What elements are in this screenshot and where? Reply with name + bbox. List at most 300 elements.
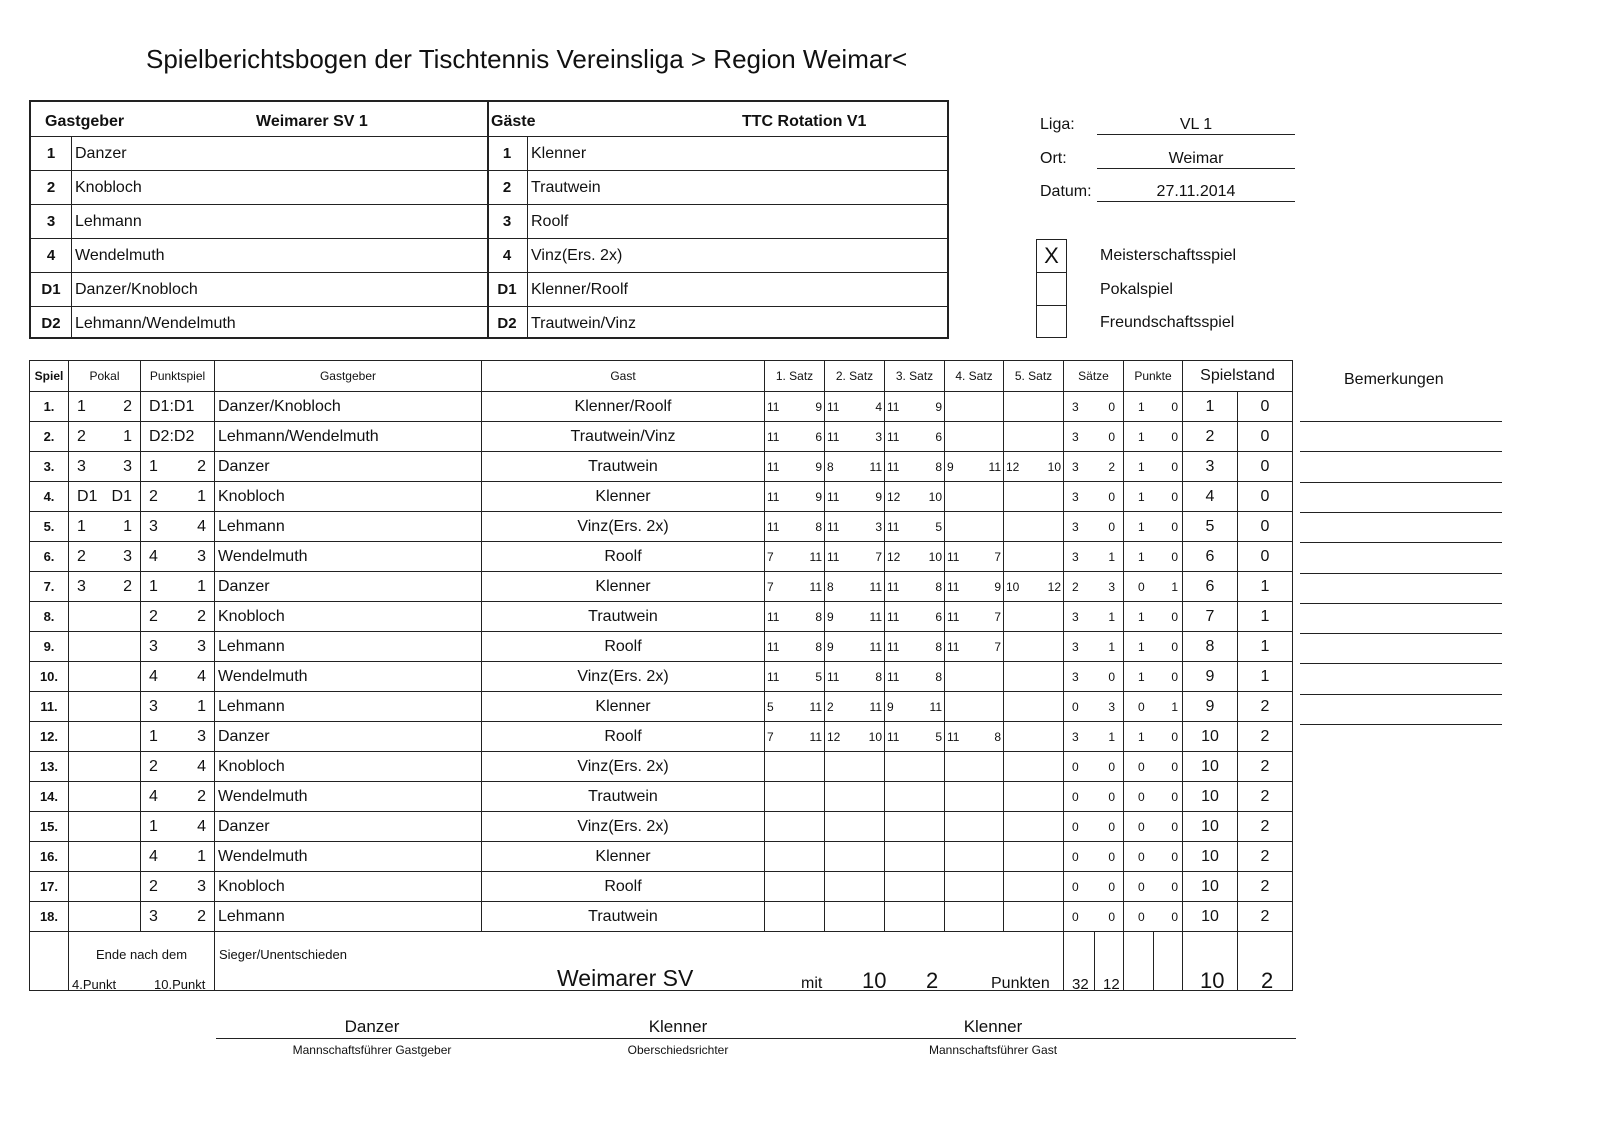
set-score-cell [885, 632, 945, 662]
saetze-cell [1064, 842, 1124, 872]
punkt10-label: 10.Punkt [154, 977, 206, 992]
game-number: 6. [30, 542, 69, 572]
set-score-cell [825, 752, 885, 782]
value: 11 [887, 399, 900, 414]
set-score-cell [945, 812, 1004, 842]
set-score-cell [885, 902, 945, 932]
home-team-name: Weimarer SV 1 [256, 113, 368, 130]
datum-label: Datum: [1040, 183, 1092, 200]
pokal-cell [69, 482, 141, 512]
guest-player: Klenner [482, 482, 765, 512]
value: 11 [767, 609, 780, 624]
value: 0 [1171, 549, 1178, 564]
value: 2 [197, 607, 206, 625]
value: 8 [935, 639, 942, 654]
set-score-cell [1004, 902, 1064, 932]
label-meisterschaftsspiel: Meisterschaftsspiel [1100, 247, 1237, 264]
value: 2 [1072, 579, 1079, 594]
header-gastgeber: Gastgeber [215, 361, 482, 392]
set-score-cell [1004, 422, 1064, 452]
team-row [31, 136, 947, 171]
set-score-cell [885, 692, 945, 722]
game-number: 14. [30, 782, 69, 812]
set-score-cell [885, 842, 945, 872]
signature-line [216, 1038, 1296, 1039]
guest-player: Vinz(Ers. 2x) [482, 662, 765, 692]
set-score-cell [765, 872, 825, 902]
value: 8 [935, 669, 942, 684]
set-score-cell [765, 752, 825, 782]
header-punkte: Punkte [1124, 361, 1183, 392]
spielstand-value: 2 [1238, 812, 1293, 842]
spielstand-value: 0 [1238, 512, 1293, 542]
guest-player: Klenner/Roolf [482, 392, 765, 422]
value: 1 [197, 487, 206, 505]
table-row [30, 692, 1293, 722]
value: 0 [1108, 489, 1115, 504]
guest-player: Klenner [482, 572, 765, 602]
value: 9 [815, 399, 822, 414]
value: 9 [827, 639, 834, 654]
set-score-cell [825, 422, 885, 452]
value: 3 [197, 877, 206, 895]
value: 4 [875, 399, 882, 414]
spielstand-value: 9 [1183, 692, 1238, 722]
value: 9 [994, 579, 1001, 594]
checkbox-pokalspiel[interactable] [1036, 272, 1067, 305]
value: 11 [827, 429, 840, 444]
value: 2 [197, 787, 206, 805]
saetze-cell [1064, 752, 1124, 782]
value: 11 [869, 639, 882, 654]
liga-label: Liga: [1040, 116, 1075, 133]
value: 0 [1171, 879, 1178, 894]
value: 1 [1138, 489, 1145, 504]
spielstand-value: 7 [1183, 602, 1238, 632]
label-pokalspiel: Pokalspiel [1100, 281, 1173, 298]
remark-line[interactable] [1300, 724, 1502, 725]
value: 0 [1072, 849, 1079, 864]
spielstand-value: 2 [1238, 722, 1293, 752]
value: 1 [197, 847, 206, 865]
value: 3 [1072, 399, 1079, 414]
guest-player-name: Klenner/Roolf [531, 281, 628, 298]
set-score-cell [945, 452, 1004, 482]
value: 4 [197, 817, 206, 835]
value: 1 [149, 727, 158, 745]
guest-player-num: 2 [502, 179, 512, 196]
header-bemerkungen: Bemerkungen [1344, 371, 1444, 388]
remark-line[interactable] [1300, 451, 1502, 452]
set-score-cell [825, 872, 885, 902]
table-header-row [30, 361, 1293, 392]
value: 11 [887, 729, 900, 744]
home-player-name: Lehmann [75, 213, 142, 230]
value: 8 [935, 459, 942, 474]
ort-value: Weimar [1097, 150, 1295, 169]
saetze-cell [1064, 872, 1124, 902]
value: 0 [1171, 639, 1178, 654]
value: 0 [1072, 699, 1079, 714]
value: 3 [1072, 669, 1079, 684]
guest-player: Roolf [482, 632, 765, 662]
home-player-num: 2 [46, 179, 56, 196]
punkte-cell [1124, 602, 1183, 632]
set-score-cell [825, 692, 885, 722]
value: 4 [149, 787, 158, 805]
value: 3 [1072, 639, 1079, 654]
value: 3 [77, 577, 86, 595]
set-score-cell [765, 392, 825, 422]
value: 1 [1108, 639, 1115, 654]
set-score-cell [945, 872, 1004, 902]
set-score-cell [885, 782, 945, 812]
value: 10 [1006, 579, 1020, 594]
value: 0 [1138, 819, 1145, 834]
set-score-cell [945, 392, 1004, 422]
set-score-cell [885, 572, 945, 602]
team-row [31, 204, 947, 239]
punktspiel-cell [141, 422, 215, 452]
remark-line[interactable] [1300, 573, 1502, 574]
set-score-cell [765, 572, 825, 602]
set-score-cell [1004, 512, 1064, 542]
remark-line[interactable] [1300, 633, 1502, 634]
spielstand-value: 4 [1183, 482, 1238, 512]
guest-player-num: D1 [497, 281, 517, 298]
value: 7 [767, 549, 774, 564]
pokal-cell [69, 782, 141, 812]
set-score-cell [825, 902, 885, 932]
set-score-cell [945, 662, 1004, 692]
set-score-cell [1004, 542, 1064, 572]
value: 11 [947, 549, 960, 564]
set-score-cell [825, 512, 885, 542]
guest-player: Trautwein [482, 782, 765, 812]
value: 7 [994, 549, 1001, 564]
punktspiel-cell [141, 812, 215, 842]
set-score-cell [825, 572, 885, 602]
guest-player-num: 4 [502, 247, 512, 264]
home-num-divider [71, 136, 72, 337]
value: 11 [887, 639, 900, 654]
signature-guest-captain: Klenner [963, 1017, 1023, 1036]
spielstand-value: 0 [1238, 482, 1293, 512]
game-number: 8. [30, 602, 69, 632]
header-satz-5: 5. Satz [1004, 361, 1064, 392]
home-player: Knobloch [215, 482, 482, 512]
value: 3 [1072, 519, 1079, 534]
remark-line[interactable] [1300, 663, 1502, 664]
punktspiel-cell [141, 872, 215, 902]
home-player-num: D1 [41, 281, 61, 298]
pokal-cell [69, 632, 141, 662]
guest-player-num: 1 [502, 145, 512, 162]
game-number: 4. [30, 482, 69, 512]
saetze-cell [1064, 692, 1124, 722]
set-score-cell [945, 752, 1004, 782]
pokal-cell [69, 902, 141, 932]
value: 3 [875, 519, 882, 534]
signature-referee: Klenner [648, 1017, 708, 1036]
value: 11 [869, 459, 882, 474]
set-score-cell [765, 422, 825, 452]
value: 5 [935, 729, 942, 744]
set-score-cell [945, 632, 1004, 662]
saetze-cell [1064, 482, 1124, 512]
punktspiel-cell [141, 482, 215, 512]
value: 5 [767, 699, 774, 714]
value: 0 [1108, 819, 1115, 834]
pokal-cell [69, 752, 141, 782]
guest-player: Trautwein [482, 602, 765, 632]
value: D2:D2 [149, 427, 195, 445]
value: 0 [1171, 429, 1178, 444]
value: 11 [887, 669, 900, 684]
spielstand-value: 1 [1238, 632, 1293, 662]
value: 1 [197, 577, 206, 595]
value: 11 [947, 729, 960, 744]
checkbox-meisterschaftsspiel[interactable]: X [1036, 239, 1067, 272]
cell-divider [1153, 932, 1154, 990]
value: 11 [869, 609, 882, 624]
value: 11 [827, 549, 840, 564]
value: 1 [1138, 429, 1145, 444]
set-score-cell [765, 632, 825, 662]
saetze-cell [1064, 722, 1124, 752]
pokal-cell [69, 452, 141, 482]
spielstand-value: 3 [1183, 452, 1238, 482]
value: 8 [815, 639, 822, 654]
value: 1 [77, 397, 86, 415]
value: 0 [1171, 849, 1178, 864]
punkte-cell [1124, 422, 1183, 452]
sieger-label: Sieger/Unentschieden [219, 947, 347, 962]
saetze-cell [1064, 662, 1124, 692]
page-title: Spielberichtsbogen der Tischtennis Vereinsliga > Region Weimar< [146, 44, 908, 74]
punkte-cell [1124, 512, 1183, 542]
value: 2 [123, 397, 132, 415]
set-score-cell [1004, 872, 1064, 902]
value: 3 [875, 429, 882, 444]
spielstand-value: 9 [1183, 662, 1238, 692]
set-score-cell [825, 662, 885, 692]
set-score-cell [765, 512, 825, 542]
punkte-cell [1124, 872, 1183, 902]
value: 11 [887, 579, 900, 594]
set-score-cell [945, 482, 1004, 512]
pokal-cell [69, 422, 141, 452]
header-spielstand: Spielstand [1183, 361, 1293, 392]
remark-line[interactable] [1300, 512, 1502, 513]
set-score-cell [885, 422, 945, 452]
saetze-cell [1064, 422, 1124, 452]
value: 0 [1072, 879, 1079, 894]
team-row [31, 238, 947, 273]
value: 4 [197, 757, 206, 775]
remark-line[interactable] [1300, 482, 1502, 483]
value: 11 [827, 399, 840, 414]
set-score-cell [945, 512, 1004, 542]
punkte-cell [1124, 392, 1183, 422]
value: 11 [869, 579, 882, 594]
table-row [30, 662, 1293, 692]
saetze-cell [1064, 902, 1124, 932]
value: 1 [77, 517, 86, 535]
set-score-cell [1004, 812, 1064, 842]
value: 0 [1072, 789, 1079, 804]
header-saetze: Sätze [1064, 361, 1124, 392]
value: 3 [123, 457, 132, 475]
spielstand-value: 2 [1238, 872, 1293, 902]
value: 3 [197, 547, 206, 565]
set-score-cell [765, 662, 825, 692]
value: 0 [1171, 669, 1178, 684]
home-player: Danzer [215, 812, 482, 842]
value: 1 [1138, 669, 1145, 684]
value: 0 [1138, 909, 1145, 924]
value: 1 [1138, 609, 1145, 624]
value: 0 [1171, 909, 1178, 924]
set-score-cell [945, 422, 1004, 452]
value: 2 [197, 907, 206, 925]
set-score-cell [765, 542, 825, 572]
value: 3 [1072, 429, 1079, 444]
value: 9 [935, 399, 942, 414]
punkten-label: Punkten [991, 975, 1050, 992]
value: 11 [887, 459, 900, 474]
pokal-cell [69, 692, 141, 722]
guest-player-name: Klenner [531, 145, 587, 162]
value: 0 [1072, 909, 1079, 924]
value: 11 [767, 399, 780, 414]
set-score-cell [885, 512, 945, 542]
saetze-cell [1064, 452, 1124, 482]
punktspiel-cell [141, 512, 215, 542]
value: 0 [1171, 489, 1178, 504]
checkbox-freundschaftsspiel[interactable] [1036, 305, 1067, 338]
value: 2 [77, 427, 86, 445]
value: 8 [935, 579, 942, 594]
value: 2 [197, 457, 206, 475]
value: 11 [947, 609, 960, 624]
table-row [30, 782, 1293, 812]
mit-label: mit [801, 975, 823, 992]
pokal-cell [69, 722, 141, 752]
value: 0 [1171, 729, 1178, 744]
value: 6 [815, 429, 822, 444]
home-player: Knobloch [215, 752, 482, 782]
role-home-captain: Mannschaftsführer Gastgeber [292, 1043, 452, 1057]
set-score-cell [885, 722, 945, 752]
set-score-cell [1004, 572, 1064, 602]
spielstand-value: 2 [1238, 842, 1293, 872]
set-score-cell [825, 782, 885, 812]
value: 1 [123, 427, 132, 445]
value: 4 [149, 667, 158, 685]
set-score-cell [765, 722, 825, 752]
home-player: Danzer [215, 452, 482, 482]
game-number: 12. [30, 722, 69, 752]
value: 4 [149, 847, 158, 865]
remark-line[interactable] [1300, 421, 1502, 422]
value: 0 [1108, 879, 1115, 894]
spielstand-value: 10 [1183, 872, 1238, 902]
saetze-cell [1064, 572, 1124, 602]
value: 0 [1138, 699, 1145, 714]
value: 0 [1138, 579, 1145, 594]
remark-line[interactable] [1300, 694, 1502, 695]
value: 0 [1171, 789, 1178, 804]
saetze-cell [1064, 512, 1124, 542]
value: 9 [947, 459, 954, 474]
value: 7 [875, 549, 882, 564]
set-score-cell [945, 722, 1004, 752]
remark-line[interactable] [1300, 603, 1502, 604]
set-score-cell [825, 392, 885, 422]
spielstand-value: 6 [1183, 572, 1238, 602]
value: 2 [149, 487, 158, 505]
remark-line[interactable] [1300, 542, 1502, 543]
value: 11 [869, 699, 882, 714]
punktspiel-cell [141, 452, 215, 482]
home-player-name: Lehmann/Wendelmuth [75, 315, 236, 332]
set-score-cell [765, 452, 825, 482]
set-score-cell [765, 602, 825, 632]
set-score-cell [765, 692, 825, 722]
value: 0 [1171, 519, 1178, 534]
value: 11 [767, 519, 780, 534]
header-spiel: Spiel [30, 361, 69, 392]
final-stand-home: 10 [1200, 968, 1225, 993]
pokal-cell [69, 542, 141, 572]
set-score-cell [945, 692, 1004, 722]
set-score-cell [885, 542, 945, 572]
set-score-cell [1004, 392, 1064, 422]
value: D1 [77, 487, 98, 505]
guest-num-divider [527, 136, 528, 337]
value: 4 [197, 517, 206, 535]
home-player-num: 1 [46, 145, 56, 162]
punktspiel-cell [141, 752, 215, 782]
set-score-cell [885, 662, 945, 692]
value: 12 [887, 489, 901, 504]
value: 3 [149, 697, 158, 715]
guest-player-num: D2 [497, 315, 517, 332]
value: 1 [1138, 459, 1145, 474]
value: 1 [1138, 549, 1145, 564]
spielstand-value: 10 [1183, 842, 1238, 872]
set-score-cell [1004, 602, 1064, 632]
ende-label: Ende nach dem [96, 947, 188, 962]
value: 1 [149, 457, 158, 475]
pokal-cell [69, 392, 141, 422]
set-score-cell [945, 602, 1004, 632]
value: 8 [827, 579, 834, 594]
guest-player: Trautwein [482, 452, 765, 482]
value: 8 [827, 459, 834, 474]
winner-name: Weimarer SV [557, 965, 694, 991]
spielstand-value: 1 [1238, 602, 1293, 632]
total-saetze-home: 32 [1072, 976, 1089, 993]
set-score-cell [825, 722, 885, 752]
guest-player: Klenner [482, 692, 765, 722]
value: 0 [1108, 789, 1115, 804]
value: 1 [1108, 729, 1115, 744]
header-satz-3: 3. Satz [885, 361, 945, 392]
set-score-cell [885, 812, 945, 842]
set-score-cell [945, 902, 1004, 932]
